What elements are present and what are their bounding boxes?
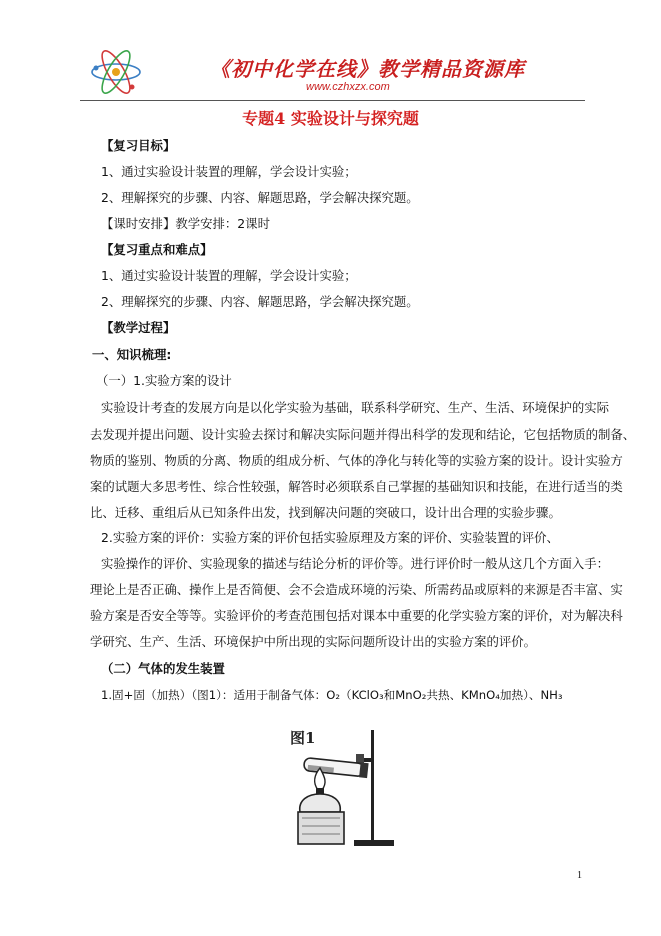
- subsection-heading: （一）1.实验方案的设计: [96, 373, 232, 388]
- header-divider: [80, 100, 585, 101]
- figure-label: 图1: [290, 729, 316, 747]
- molecule-logo-icon: [88, 49, 144, 95]
- paragraph-line: 物质的鉴别、物质的分离、物质的组成分析、气体的净化与转化等的实验方案的设计。设计实验方: [90, 453, 623, 468]
- paragraph-line: 学研究、生产、生活、环境保护中所出现的实际问题所设计出的实验方案的评价。: [90, 634, 537, 649]
- section-heading: 【复习重点和难点】: [101, 242, 213, 257]
- paragraph-line: 去发现并提出问题、设计实验去探讨和解决实际问题并得出科学的发现和结论，它包括物质的制备、: [90, 427, 636, 442]
- paragraph-line: 案的试题大多思考性、综合性较强，解答时必须联系自己掌握的基础知识和技能，在进行适当的类: [90, 479, 623, 494]
- paragraph-line: 验方案是否安全等等。实验评价的考查范围包括对课本中重要的化学实验方案的评价，对为解决科: [90, 608, 623, 623]
- subsection-heading: （二）气体的发生装置: [101, 661, 225, 676]
- paragraph-line: 实验设计考查的发展方向是以化学实验为基础，联系科学研究、生产、生活、环境保护的实际: [101, 400, 610, 415]
- subsection-heading: 一、知识梳理:: [92, 347, 172, 362]
- document-title: 专题4 实验设计与探究题: [242, 109, 419, 128]
- text-line: 1、通过实验设计装置的理解，学会设计实验；: [101, 268, 357, 283]
- section-heading: 【复习目标】: [101, 138, 176, 153]
- section-heading: 【教学过程】: [101, 320, 176, 335]
- figure-1-apparatus: [268, 722, 398, 850]
- schedule-line: 【课时安排】教学安排：2课时: [101, 216, 270, 231]
- page-header: [80, 45, 585, 103]
- text-line: 2、理解探究的步骤、内容、解题思路，学会解决探究题。: [101, 294, 419, 309]
- text-line: 1.固+固（加热）（图1）：适用于制备气体：O₂（KClO₃和MnO₂共热、KMnO₄加热）、NH₃: [101, 688, 563, 702]
- paragraph-line: 2.实验方案的评价：实验方案的评价包括实验原理及方案的评价、实验装置的评价、: [101, 530, 559, 545]
- text-line: 2、理解探究的步骤、内容、解题思路，学会解决探究题。: [101, 190, 419, 205]
- page-number: 1: [577, 870, 582, 881]
- banner-url: www.czhxzx.com: [306, 81, 390, 93]
- paragraph-line: 理论上是否正确、操作上是否简便、会不会造成环境的污染、所需药品或原料的来源是否丰富、实: [90, 582, 623, 597]
- banner-title: 《初中化学在线》教学精品资源库: [210, 57, 525, 81]
- paragraph-line: 比、迁移、重组后从已知条件出发，找到解决问题的突破口，设计出合理的实验步骤。: [90, 505, 561, 520]
- paragraph-line: 实验操作的评价、实验现象的描述与结论分析的评价等。进行评价时一般从这几个方面入手：: [101, 556, 610, 571]
- heating-apparatus-illustration: [268, 722, 398, 850]
- text-line: 1、通过实验设计装置的理解，学会设计实验；: [101, 164, 357, 179]
